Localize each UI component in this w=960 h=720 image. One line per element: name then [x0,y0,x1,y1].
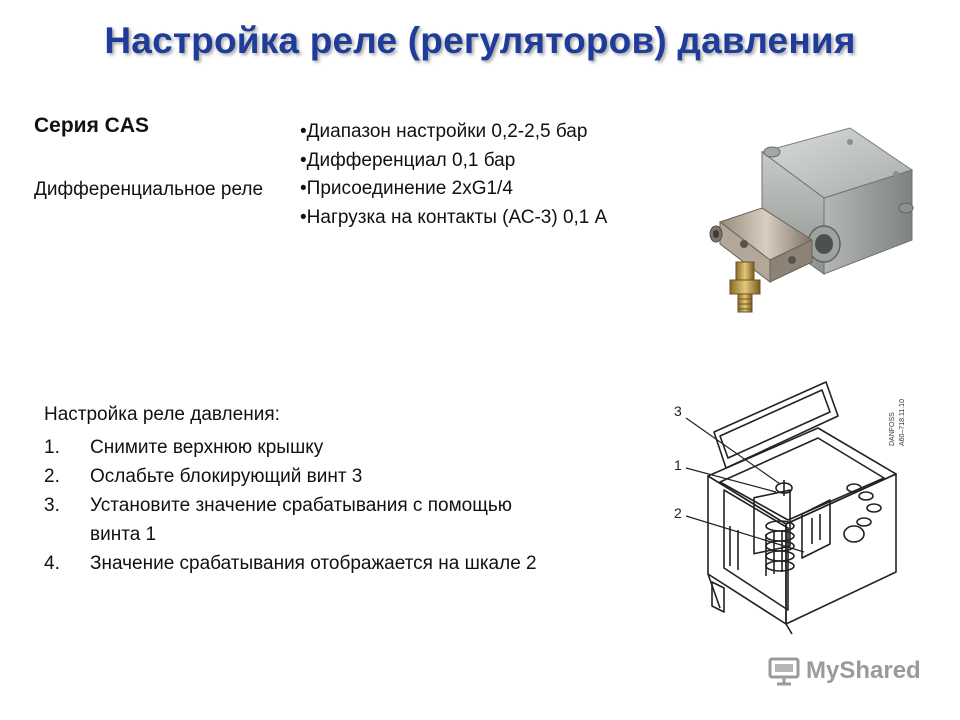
series-name: Серия CAS [34,114,150,137]
step-item [44,433,564,462]
step-text: Ослабьте блокирующий винт 3 [90,466,363,487]
spec-connection: • Присоединение 2xG1/4 [300,175,607,204]
step-item [44,491,564,549]
procedure-heading: Настройка реле давления: [44,404,280,425]
relay-photo [700,112,932,322]
diagram-code-brand: DANFOSS [889,412,896,446]
step-number: 4. [44,553,60,574]
callout-1: 1 [674,457,682,473]
relay-diagram [668,376,920,636]
step-text: Значение срабатывания отображается на шкале 2 [90,553,537,574]
callout-3: 3 [674,403,682,419]
spec-contact-load: • Нагрузка на контакты (АС-3) 0,1 А [300,204,607,233]
watermark-text: MyShared [806,657,921,684]
step-text: Установите значение срабатывания с помощью винта 1 [90,495,512,545]
procedure-steps [44,433,564,578]
step-text: Снимите верхнюю крышку [90,437,324,458]
step-number: 2. [44,466,60,487]
relay-type: Дифференциальное реле [34,179,264,200]
spec-range: • Диапазон настройки 0,2-2,5 бар [300,118,607,147]
callout-2: 2 [674,505,682,521]
step-number: 1. [44,437,60,458]
watermark [768,656,921,686]
spec-list [300,118,607,232]
step-item [44,549,564,578]
page-title: Настройка реле (регуляторов) давления [104,20,856,61]
step-number: 3. [44,495,60,516]
spec-differential: • Дифференциал 0,1 бар [300,147,607,176]
diagram-code-number: A60–718.11.10 [899,399,906,446]
presentation-logo-icon [768,656,800,686]
step-item [44,462,564,491]
